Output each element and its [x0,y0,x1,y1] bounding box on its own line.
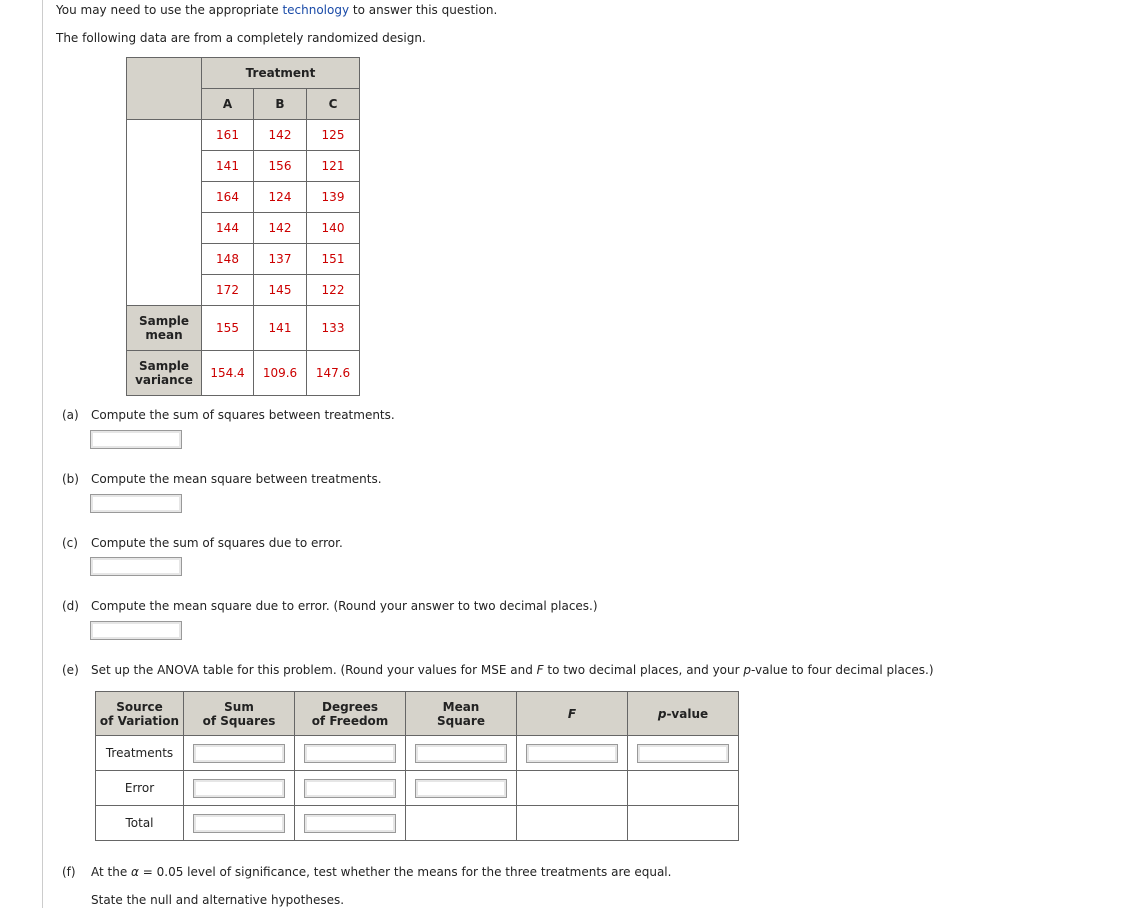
observation-cell: 122 [307,275,360,306]
anova-header-source [96,692,184,736]
question-b-text: Compute the mean square between treatments. [91,472,382,486]
observation-cell: 124 [254,182,307,213]
column-header-a: A [202,89,254,120]
observation-cell: 151 [307,244,360,275]
question-a-text: Compute the sum of squares between treatments. [91,408,395,422]
observation-cell: 142 [254,120,307,151]
anova-cell-empty [517,771,628,806]
observation-cell: 164 [202,182,254,213]
anova-header-f: F [517,692,628,736]
anova-header-sum-line2: of Squares [202,713,276,728]
observation-cell: 121 [307,151,360,182]
anova-cell [406,736,517,771]
anova-header-p-rest: -value [666,706,709,721]
observation-cell: 144 [202,213,254,244]
question-e-text-part3: -value to four decimal places.) [751,663,934,677]
anova-row-treatments-label: Treatments [96,736,184,771]
observation-cell: 140 [307,213,360,244]
anova-header-source-line2: of Variation [99,713,180,728]
data-description: The following data are from a completely randomized design. [56,31,426,45]
data-table [126,57,360,396]
question-f-text [91,865,671,880]
sample-variance-a: 154.4 [202,351,254,396]
anova-row-error-label: Error [96,771,184,806]
anova-cell [295,806,406,841]
alpha-symbol: α [131,865,139,879]
intro-text-post: to answer this question. [349,3,498,17]
total-sum-of-squares-input[interactable] [193,814,285,833]
sample-variance-b: 109.6 [254,351,307,396]
observation-cell: 156 [254,151,307,182]
intro-text-pre: You may need to use the appropriate [56,3,283,17]
anova-cell-empty [628,806,739,841]
question-f-text-part2: = 0.05 level of significance, test whether the means for the three treatments are equal. [138,865,672,879]
question-e-p-italic: p [743,663,751,677]
treatments-degrees-of-freedom-input[interactable] [304,744,396,763]
question-b-letter: (b) [62,472,79,486]
question-e-f-italic: F [536,663,544,677]
sample-mean-c: 133 [307,306,360,351]
sample-mean-label-line1: Sample [138,314,190,328]
question-d-letter: (d) [62,599,79,613]
technology-link[interactable]: technology [282,3,350,17]
question-f-text-part1: At the [91,865,132,879]
treatments-f-input[interactable] [526,744,618,763]
anova-cell [628,736,739,771]
error-degrees-of-freedom-input[interactable] [304,779,396,798]
error-sum-of-squares-input[interactable] [193,779,285,798]
anova-header-ms-line2: Square [437,713,485,728]
sample-mean-a: 155 [202,306,254,351]
question-d-text: Compute the mean square due to error. (Round your answer to two decimal places.) [91,599,598,613]
observation-cell: 161 [202,120,254,151]
anova-header-df-line2: of Freedom [311,713,389,728]
question-c-text: Compute the sum of squares due to error. [91,536,343,550]
answer-d-input[interactable] [90,621,182,640]
anova-header-p-italic: p [657,706,667,721]
anova-cell-empty [406,806,517,841]
observation-cell: 139 [307,182,360,213]
sample-variance-c: 147.6 [307,351,360,396]
anova-header-df-line1: Degrees [321,699,379,714]
sample-mean-label [127,306,202,351]
anova-cell [406,771,517,806]
treatments-sum-of-squares-input[interactable] [193,744,285,763]
error-mean-square-input[interactable] [415,779,507,798]
anova-cell [295,736,406,771]
question-e-letter: (e) [62,663,79,677]
observation-cell: 172 [202,275,254,306]
anova-header-mean-square [406,692,517,736]
treatment-header: Treatment [202,58,360,89]
question-a-letter: (a) [62,408,79,422]
treatments-mean-square-input[interactable] [415,744,507,763]
answer-a-input[interactable] [90,430,182,449]
sample-variance-label [127,351,202,396]
anova-cell-empty [517,806,628,841]
anova-cell [517,736,628,771]
sample-variance-label-line1: Sample [138,359,190,373]
anova-header-source-line1: Source [116,699,163,714]
anova-cell-empty [628,771,739,806]
question-e-text [91,663,934,678]
observation-cell: 141 [202,151,254,182]
treatments-p-value-input[interactable] [637,744,729,763]
left-margin-rule [42,0,43,908]
anova-cell [184,736,295,771]
sample-variance-label-line2: variance [135,373,193,387]
anova-cell [184,771,295,806]
anova-header-sum [184,692,295,736]
observation-cell: 125 [307,120,360,151]
column-header-b: B [254,89,307,120]
anova-header-p-value [628,692,739,736]
question-f-letter: (f) [62,865,76,879]
anova-table [95,691,739,841]
observation-cell: 148 [202,244,254,275]
intro-line [56,3,497,18]
anova-cell [184,806,295,841]
anova-header-df [295,692,406,736]
observation-cell: 137 [254,244,307,275]
anova-header-ms-line1: Mean [442,699,480,714]
anova-row-total-label: Total [96,806,184,841]
total-degrees-of-freedom-input[interactable] [304,814,396,833]
table-corner [127,58,202,120]
observations-row-label [127,120,202,306]
observation-cell: 142 [254,213,307,244]
anova-cell [295,771,406,806]
answer-b-input[interactable] [90,494,182,513]
question-c-letter: (c) [62,536,78,550]
question-e-text-part1: Set up the ANOVA table for this problem. (Round your values for MSE and [91,663,537,677]
question-e-text-part2: to two decimal places, and your [543,663,744,677]
sample-mean-b: 141 [254,306,307,351]
observation-cell: 145 [254,275,307,306]
anova-header-sum-line1: Sum [224,699,254,714]
sample-mean-label-line2: mean [145,328,183,342]
column-header-c: C [307,89,360,120]
state-hypotheses-text: State the null and alternative hypotheses. [91,893,345,907]
answer-c-input[interactable] [90,557,182,576]
